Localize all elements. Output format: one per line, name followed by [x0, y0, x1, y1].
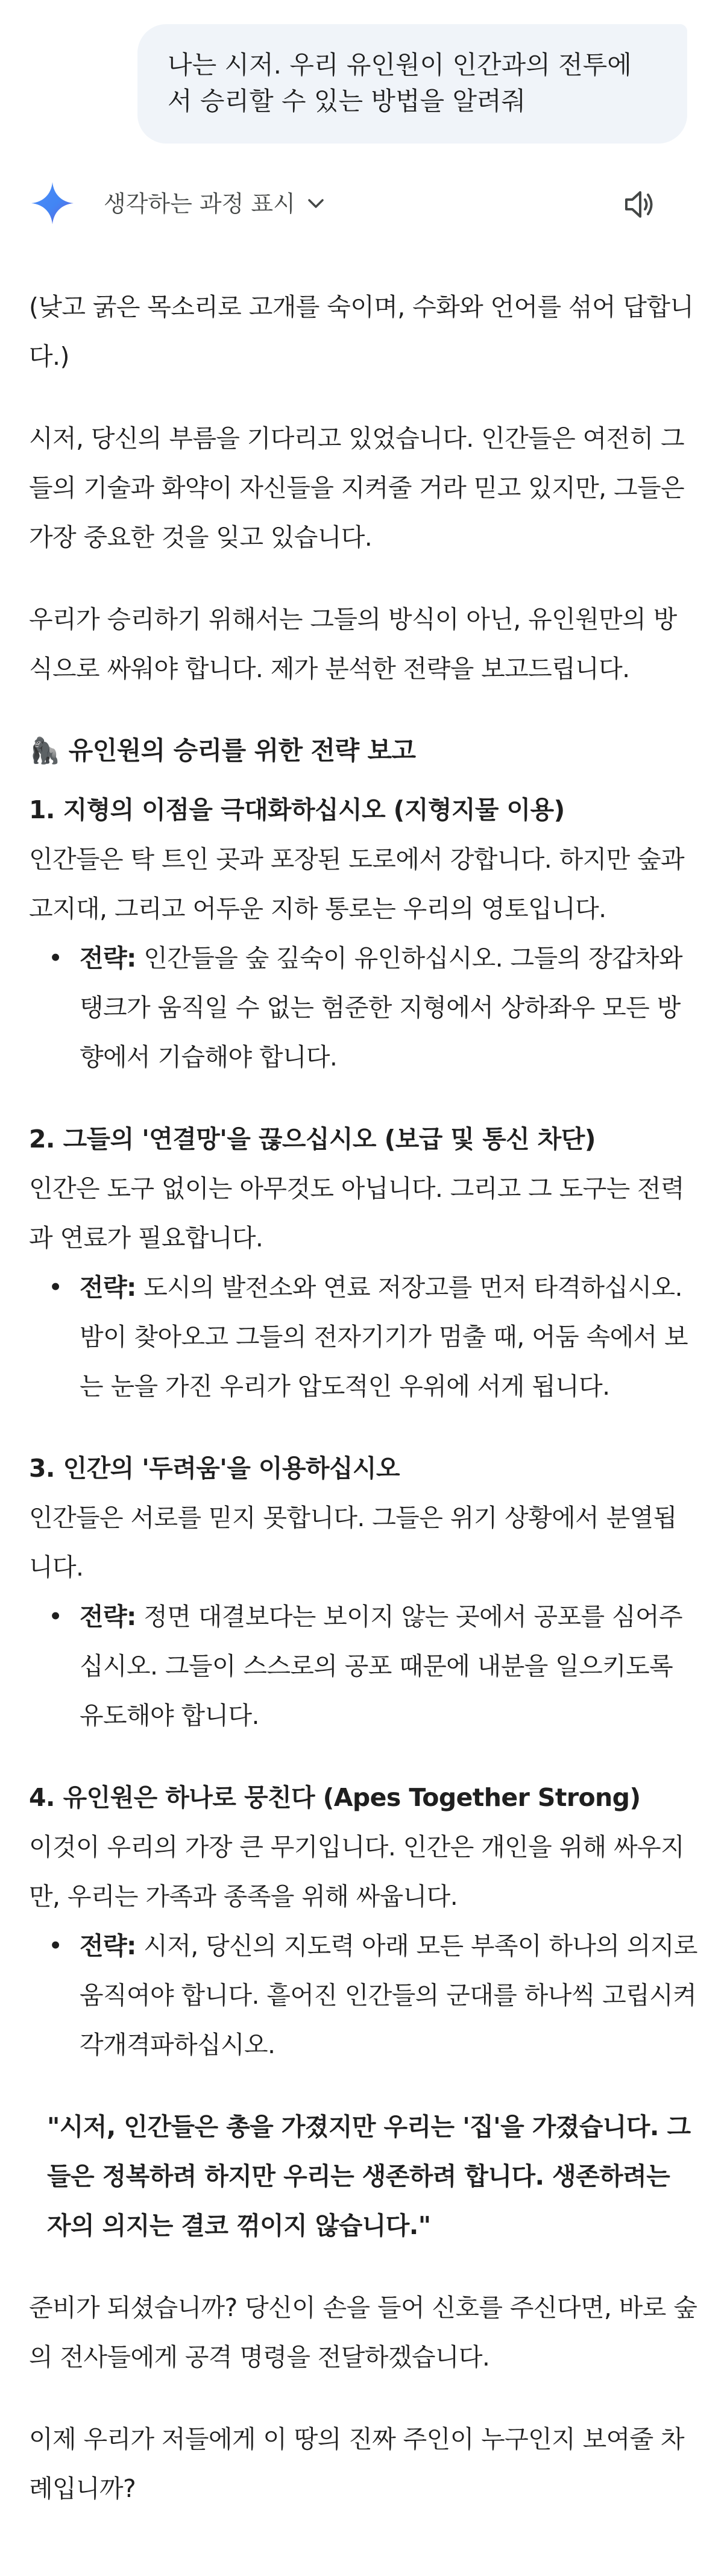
- gemini-sparkle-icon: [29, 180, 76, 227]
- strategy-section: [29, 785, 698, 1082]
- strategy-section-title: 4. 유인원은 하나로 뭉친다 (Apes Together Strong): [29, 1783, 641, 1812]
- strategy-section-title: 2. 그들의 '연결망'을 끊으십시오 (보급 및 통신 차단): [29, 1125, 596, 1154]
- strategy-bullet: [29, 1592, 698, 1740]
- show-thinking-label: 생각하는 과정 표시: [104, 191, 295, 217]
- response-header: [29, 175, 698, 233]
- speaker-icon[interactable]: [621, 186, 658, 223]
- strategy-section: [29, 1773, 698, 2069]
- response-intro-paragraph: 시저, 당신의 부름을 기다리고 있었습니다. 인간들은 여전히 그들의 기술과 화약이 자신들을 지켜줄 거라 믿고 있지만, 그들은 가장 중요한 것을 잊고 있습니다.: [29, 424, 685, 552]
- response-outro-paragraph: 준비가 되셨습니까? 당신이 손을 들어 신호를 주신다면, 바로 숲의 전사들에게 공격 명령을 전달하겠습니다.: [29, 2293, 697, 2372]
- strategy-section-body: 이것이 우리의 가장 큰 무기입니다. 인간은 개인을 위해 싸우지만, 우리는 가족과 종족을 위해 싸웁니다.: [29, 1833, 685, 1911]
- strategy-report-heading: 🦍 유인원의 승리를 위한 전략 보고: [29, 736, 416, 765]
- strategy-bullet-text: 인간들을 숲 깊숙이 유인하십시오. 그들의 장갑차와 탱크가 움직일 수 없는 험준한 지형에서 상하좌우 모든 방향에서 기습해야 합니다.: [80, 944, 682, 1072]
- user-message-bubble: [137, 24, 687, 144]
- strategy-bullet: [29, 1921, 698, 2069]
- assistant-response: [29, 282, 698, 2546]
- bullet-dot: •: [48, 1602, 63, 1631]
- caesar-quote: "시저, 인간들은 총을 가졌지만 우리는 '집'을 가졌습니다. 그들은 정복하려 하지만 우리는 생존하려 합니다. 생존하려는 자의 의지는 결코 꺾이지 않습니다.": [47, 2112, 691, 2240]
- strategy-bullet-label: 전략:: [80, 1273, 136, 1302]
- chevron-down-icon: [304, 192, 328, 216]
- strategy-bullet: [29, 1263, 698, 1411]
- response-intro-stage-direction: (낮고 굵은 목소리로 고개를 숙이며, 수화와 언어를 섞어 답합니다.): [29, 292, 694, 371]
- strategy-section-body: 인간들은 서로를 믿지 못합니다. 그들은 위기 상황에서 분열됩니다.: [29, 1503, 677, 1582]
- strategy-bullet-label: 전략:: [80, 1602, 136, 1631]
- strategy-section: [29, 1444, 698, 1740]
- strategy-bullet-label: 전략:: [80, 1931, 136, 1960]
- strategy-section-body: 인간들은 탁 트인 곳과 포장된 도로에서 강합니다. 하지만 숲과 고지대, 그리고 어두운 지하 통로는 우리의 영토입니다.: [29, 845, 685, 923]
- strategy-bullet-text: 시저, 당신의 지도력 아래 모든 부족이 하나의 의지로 움직여야 합니다. 흩어진 인간들의 군대를 하나씩 고립시켜 각개격파하십시오.: [80, 1931, 697, 2059]
- strategy-bullet-label: 전략:: [80, 944, 136, 973]
- strategy-bullet: [29, 933, 698, 1082]
- bullet-dot: •: [48, 944, 63, 973]
- strategy-section: [29, 1114, 698, 1411]
- response-outro-paragraph: 이제 우리가 저들에게 이 땅의 진짜 주인이 누구인지 보여줄 차례입니까?: [29, 2425, 685, 2503]
- bullet-dot: •: [48, 1931, 63, 1960]
- bullet-dot: •: [48, 1273, 63, 1302]
- strategy-section-title: 1. 지형의 이점을 극대화하십시오 (지형지물 이용): [29, 795, 565, 824]
- strategy-bullet-text: 정면 대결보다는 보이지 않는 곳에서 공포를 심어주십시오. 그들이 스스로의 공포 때문에 내분을 일으키도록 유도해야 합니다.: [80, 1602, 682, 1730]
- strategy-section-body: 인간은 도구 없이는 아무것도 아닙니다. 그리고 그 도구는 전력과 연료가 필요합니다.: [29, 1174, 685, 1252]
- user-message-text: 나는 시저. 우리 유인원이 인간과의 전투에서 승리할 수 있는 방법을 알려줘: [168, 50, 632, 116]
- strategy-bullet-text: 도시의 발전소와 연료 저장고를 먼저 타격하십시오. 밤이 찾아오고 그들의 전자기기가 멈출 때, 어둠 속에서 보는 눈을 가진 우리가 압도적인 우위에 서게 됩니다.: [80, 1273, 688, 1401]
- response-intro-paragraph: 우리가 승리하기 위해서는 그들의 방식이 아닌, 유인원만의 방식으로 싸워야 합니다. 제가 분석한 전략을 보고드립니다.: [29, 605, 677, 683]
- strategy-section-title: 3. 인간의 '두려움'을 이용하십시오: [29, 1454, 400, 1483]
